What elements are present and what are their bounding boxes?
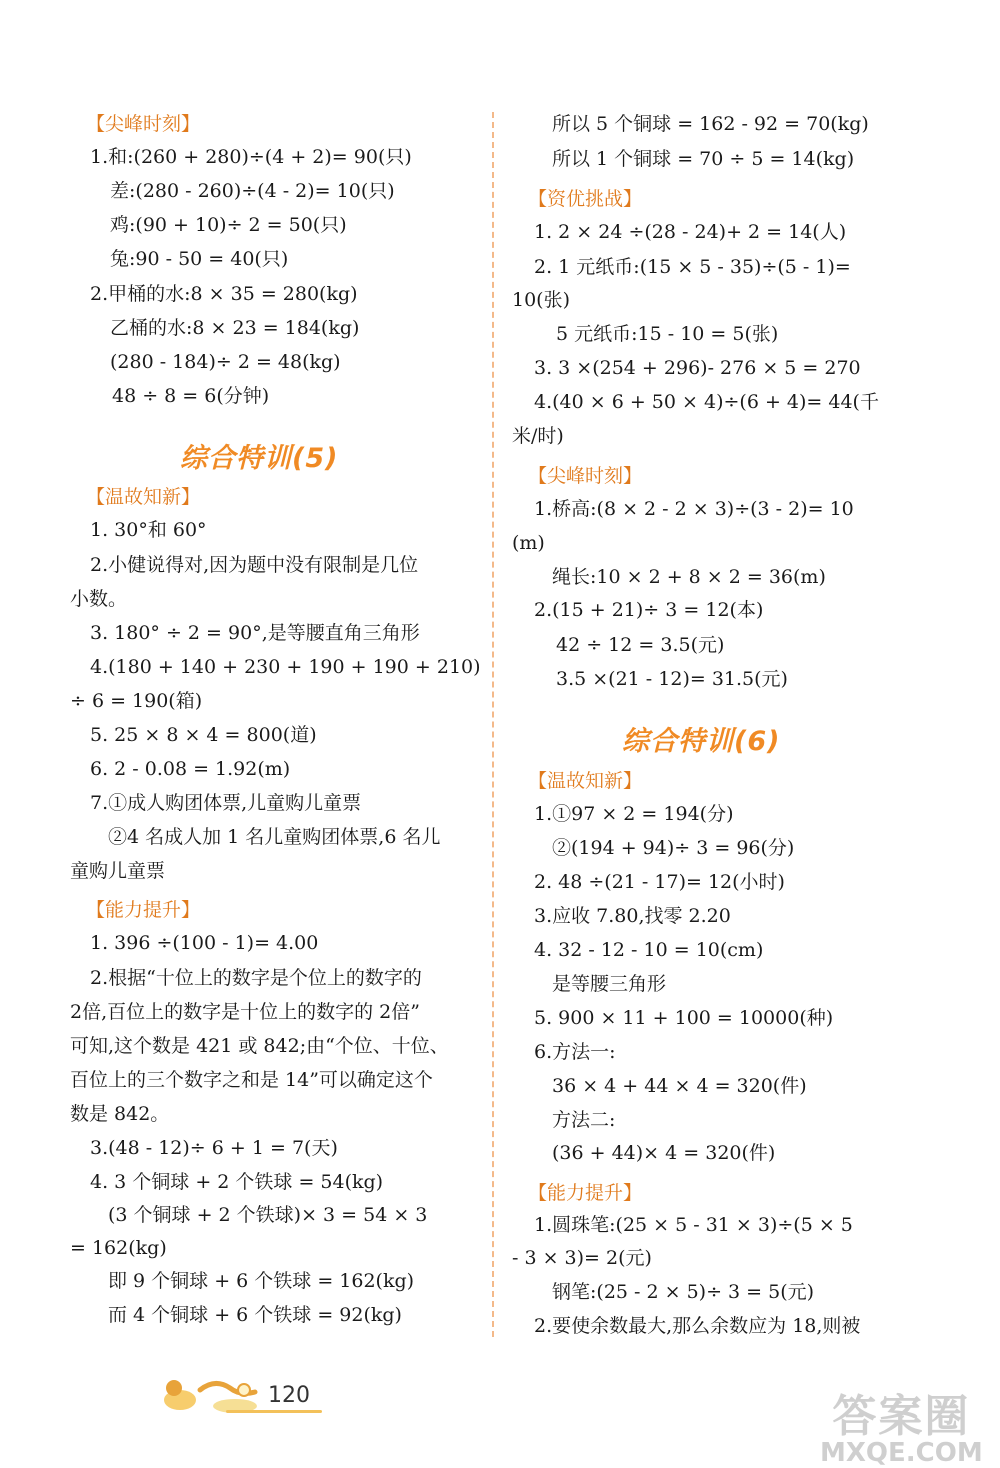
watermark-logo [820,1380,983,1468]
answer-line: 3.(48 - 12)÷ 6 + 1 = 7(天) [90,1137,338,1159]
answer-line: 2. 48 ÷(21 - 17)= 12(小时) [534,871,785,893]
watermark-title: 答案圈 [832,1391,971,1442]
answer-line: ②(194 + 94)÷ 3 = 96(分) [552,837,795,859]
answer-line: ÷ 6 = 190(箱) [70,690,203,712]
answer-line: (m) [512,532,545,554]
answer-line: 5. 25 × 8 × 4 = 800(道) [90,724,317,746]
answer-line: 4.(40 × 6 + 50 × 4)÷(6 + 4)= 44(千 [534,391,879,413]
answer-line: 6.方法一: [534,1041,616,1063]
column-divider [492,112,494,1337]
answer-line: = 162(kg) [70,1237,167,1259]
answer-line: 1.①97 × 2 = 194(分) [534,803,734,825]
answer-line: 36 × 4 + 44 × 4 = 320(件) [552,1075,807,1097]
section-header: 【尖峰时刻】 [86,113,201,135]
answer-line: 1.和:(260 + 280)÷(4 + 2)= 90(只) [90,146,412,168]
answer-line: 可知,这个数是 421 或 842;由“个位、十位、 [70,1035,449,1057]
answer-line: (36 + 44)× 4 = 320(件) [552,1142,776,1164]
answer-line: 48 ÷ 8 = 6(分钟) [112,385,270,407]
answer-line: 6. 2 - 0.08 = 1.92(m) [90,758,291,780]
answer-line: 2.根据“十位上的数字是个位上的数字的 [90,967,422,989]
answer-line: ②4 名成人加 1 名儿童购团体票,6 名儿 [108,826,441,848]
answer-line: 1. 30°和 60° [90,519,207,541]
answer-line: 5. 900 × 11 + 100 = 10000(种) [534,1007,834,1029]
section-header: 【尖峰时刻】 [528,465,643,487]
section-header: 【资优挑战】 [528,188,643,210]
answer-line: 3.5 ×(21 - 12)= 31.5(元) [556,668,788,690]
answer-line: 2.甲桶的水:8 × 35 = 280(kg) [90,283,358,305]
section-header: 【温故知新】 [528,770,643,792]
section-header: 【温故知新】 [86,486,201,508]
answer-line: 钢笔:(25 - 2 × 5)÷ 3 = 5(元) [552,1281,815,1303]
answer-line: 1.桥高:(8 × 2 - 2 × 3)÷(3 - 2)= 10 [534,498,854,520]
answer-line: 所以 1 个铜球 = 70 ÷ 5 = 14(kg) [552,148,855,170]
answer-line: 42 ÷ 12 = 3.5(元) [556,634,725,656]
answer-line: 2.(15 + 21)÷ 3 = 12(本) [534,599,764,621]
answer-line: 米/时) [512,425,564,447]
section-header: 【能力提升】 [86,899,201,921]
answer-line: 4. 32 - 12 - 10 = 10(cm) [534,939,764,961]
answer-line: 4. 3 个铜球 + 2 个铁球 = 54(kg) [90,1171,384,1193]
answer-line: 数是 842。 [70,1103,170,1125]
answer-line: 2.小健说得对,因为题中没有限制是几位 [90,554,419,576]
answer-line: 7.①成人购团体票,儿童购儿童票 [90,792,362,814]
answer-line: 3. 3 ×(254 + 296)- 276 × 5 = 270 [534,357,861,379]
answer-line: 2倍,百位上的数字是十位上的数字的 2倍” [70,1001,420,1023]
answer-line: 百位上的三个数字之和是 14”可以确定这个 [70,1069,433,1091]
answer-line: 1.圆珠笔:(25 × 5 - 31 × 3)÷(5 × 5 [534,1214,853,1236]
answer-line: 5 元纸币:15 - 10 = 5(张) [556,323,779,345]
answer-line: 4.(180 + 140 + 230 + 190 + 190 + 210) [90,656,481,678]
page-number: 120 [268,1383,310,1408]
answer-line: 兔:90 - 50 = 40(只) [110,248,289,270]
answer-line: 1. 396 ÷(100 - 1)= 4.00 [90,932,319,954]
answer-line: 童购儿童票 [70,860,166,882]
answer-line: 2.要使余数最大,那么余数应为 18,则被 [534,1315,861,1337]
answer-line: 差:(280 - 260)÷(4 - 2)= 10(只) [110,180,395,202]
answer-line: 即 9 个铜球 + 6 个铁球 = 162(kg) [108,1270,415,1292]
answer-line: 3. 180° ÷ 2 = 90°,是等腰直角三角形 [90,622,420,644]
section-header: 【能力提升】 [528,1182,643,1204]
answer-line: (280 - 184)÷ 2 = 48(kg) [110,351,341,373]
answer-line: 3.应收 7.80,找零 2.20 [534,905,731,927]
section-title: 综合特训(6) [622,726,781,757]
section-title: 综合特训(5) [180,443,339,474]
answer-line: 1. 2 × 24 ÷(28 - 24)+ 2 = 14(人) [534,221,847,243]
answer-line: 2. 1 元纸币:(15 × 5 - 35)÷(5 - 1)= [534,256,851,278]
page-number-underline [226,1410,322,1413]
answer-line: 方法二: [552,1109,616,1131]
answer-line: 绳长:10 × 2 + 8 × 2 = 36(m) [552,566,826,588]
answer-line: 小数。 [70,588,128,610]
answer-line: 鸡:(90 + 10)÷ 2 = 50(只) [110,214,347,236]
answer-line: 而 4 个铜球 + 6 个铁球 = 92(kg) [108,1304,402,1326]
answer-line: 是等腰三角形 [552,973,667,995]
answer-line: - 3 × 3)= 2(元) [512,1247,652,1269]
answer-line: 所以 5 个铜球 = 162 - 92 = 70(kg) [552,113,869,135]
answer-line: (3 个铜球 + 2 个铁球)× 3 = 54 × 3 [108,1204,428,1226]
answer-line: 乙桶的水:8 × 23 = 184(kg) [110,317,360,339]
answer-line: 10(张) [512,289,571,311]
watermark-url: MXQE.COM [820,1438,983,1468]
